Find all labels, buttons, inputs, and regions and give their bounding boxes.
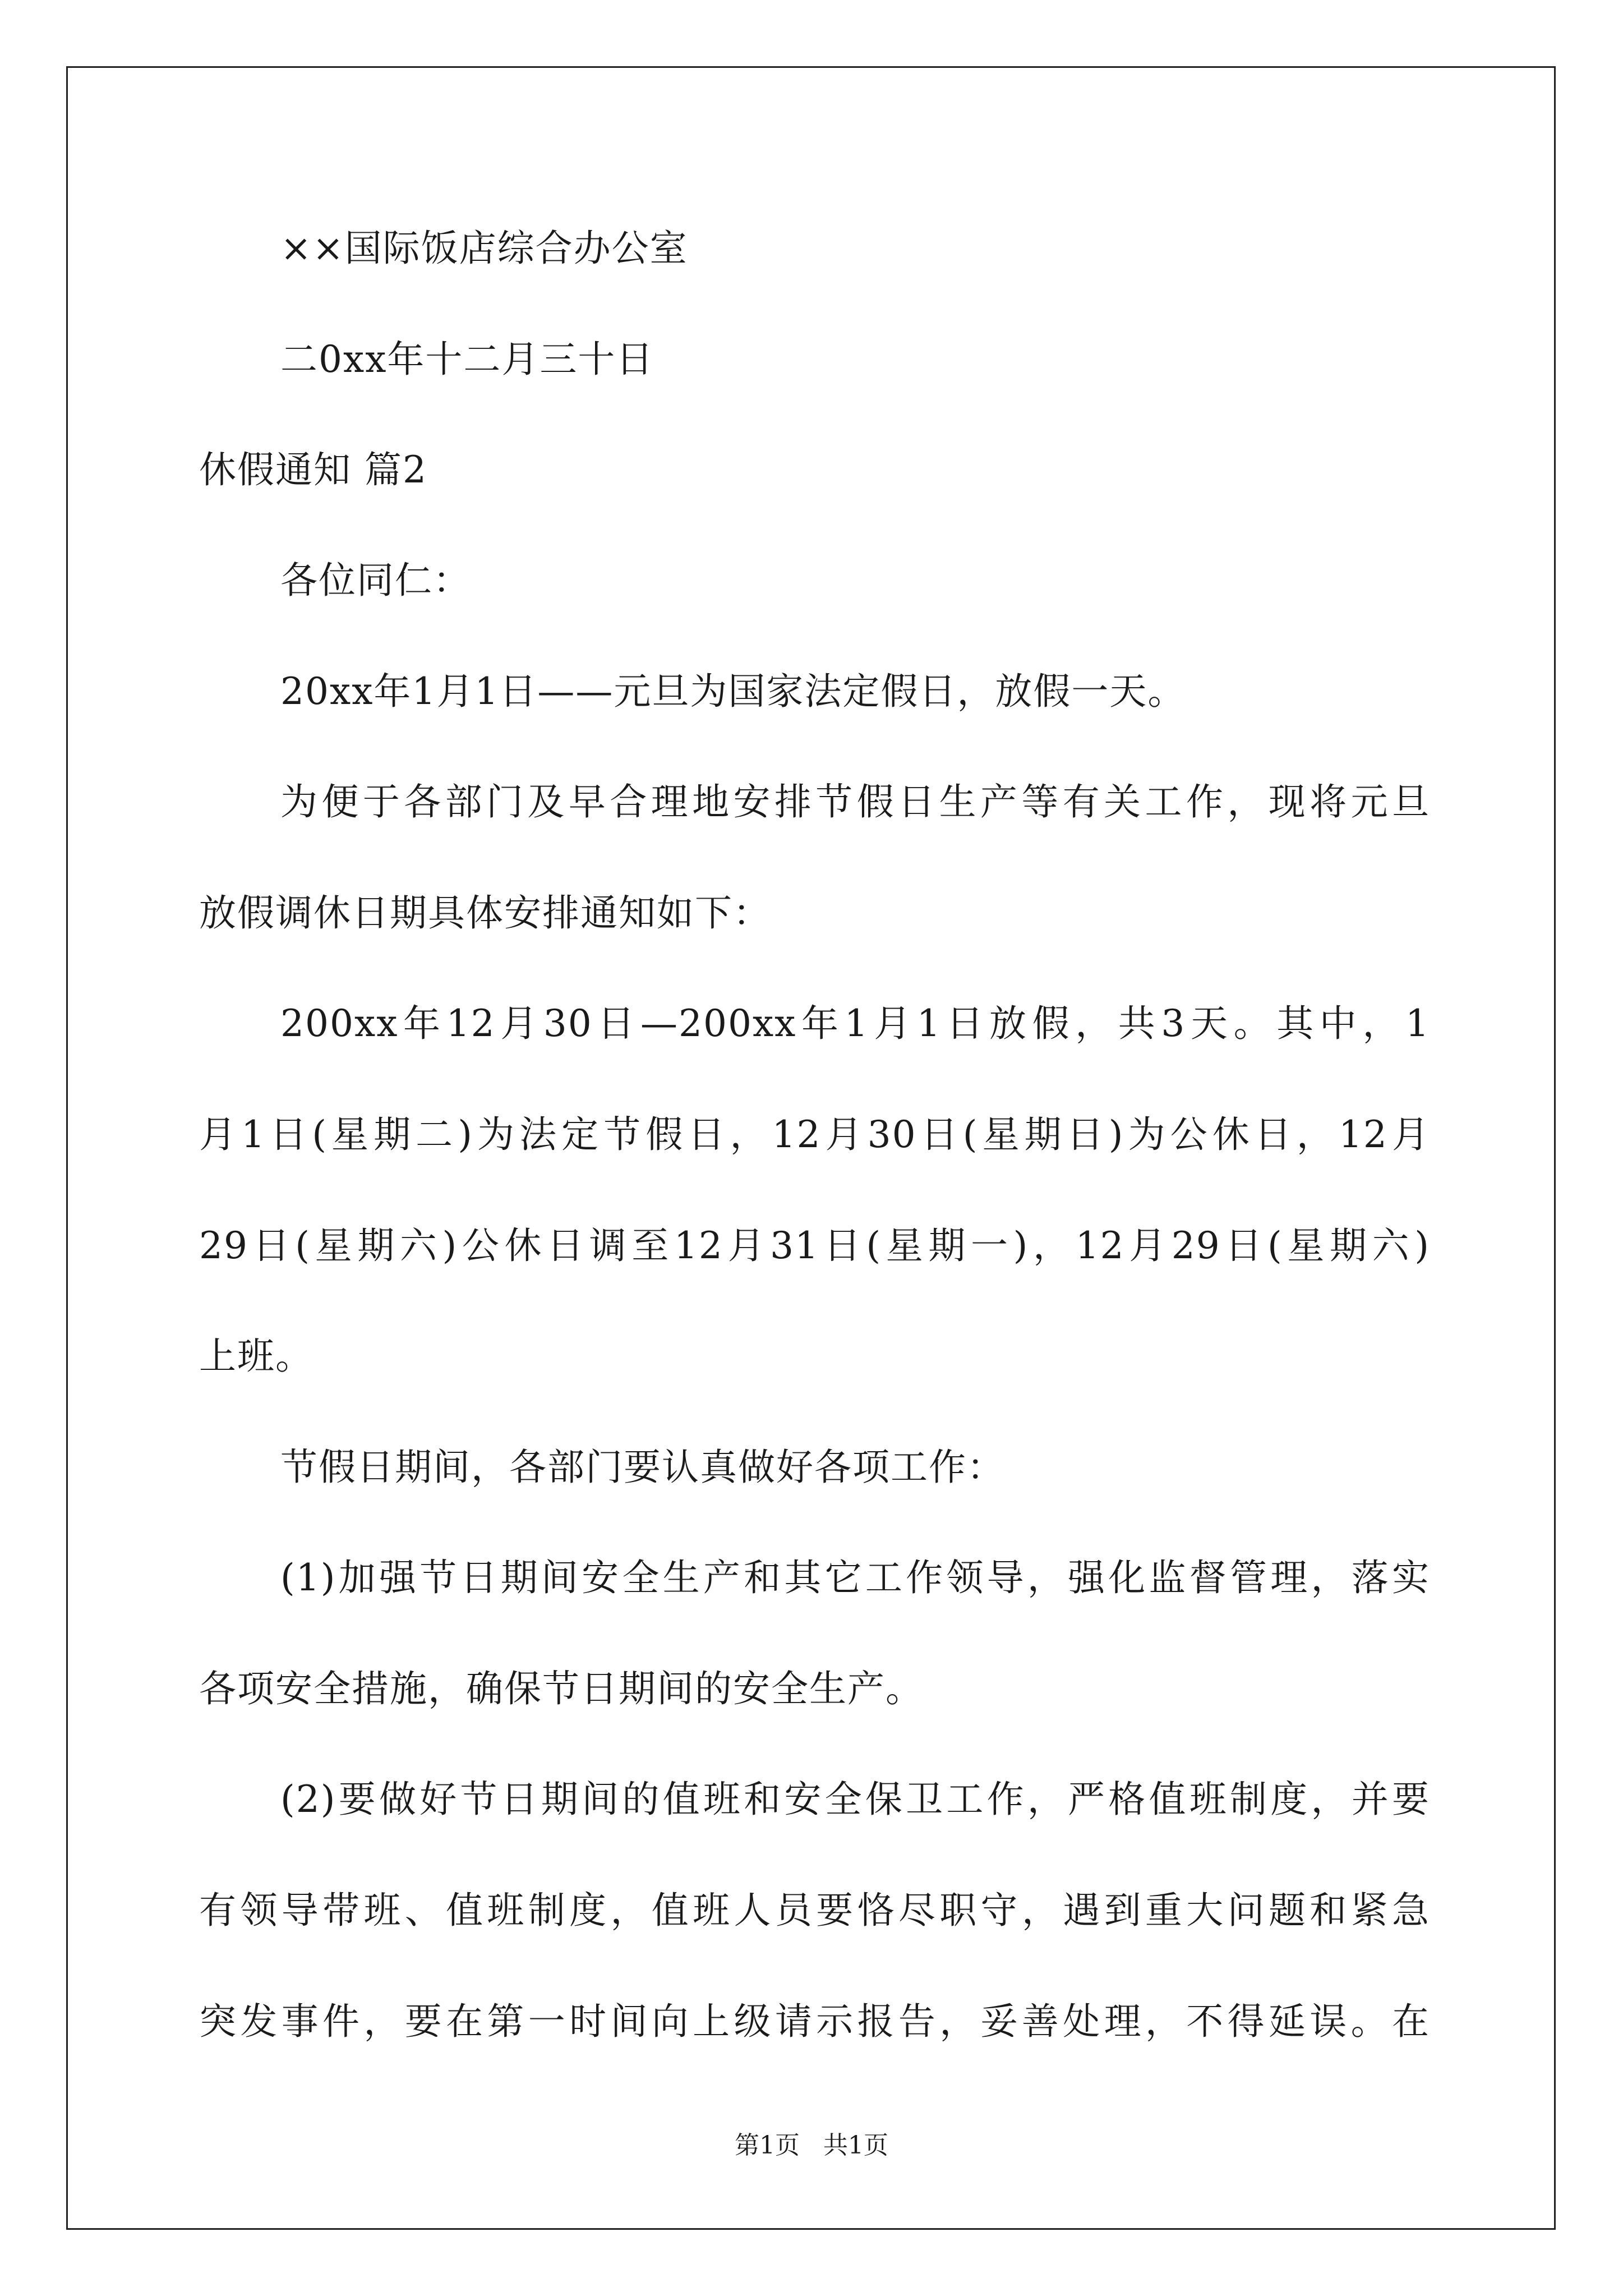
paragraph-line: 20xx年1月1日——元旦为国家法定假日，放假一天。	[280, 670, 1186, 713]
salutation: 各位同仁：	[280, 559, 471, 602]
page-footer: 第1页 共1页	[735, 2131, 888, 2160]
sender-line: ××国际饭店综合办公室	[280, 227, 688, 270]
paragraph-line: 200xx年12月30日—200xx年1月1日放假，共3天。其中，1	[280, 1002, 1430, 1045]
paragraph-line: (1)加强节日期间安全生产和其它工作领导，强化监督管理，落实	[280, 1556, 1430, 1599]
paragraph-line: 节假日期间，各部门要认真做好各项工作：	[280, 1446, 1005, 1489]
section-heading: 休假通知 篇2	[199, 448, 427, 491]
paragraph-line: 有领导带班、值班制度，值班人员要恪尽职守，遇到重大问题和紧急	[199, 1889, 1430, 1932]
paragraph-line: 29日(星期六)公休日调至12月31日(星期一)，12月29日(星期六)	[199, 1224, 1430, 1267]
date-line: 二0xx年十二月三十日	[280, 338, 654, 381]
paragraph-line: 为便于各部门及早合理地安排节假日生产等有关工作，现将元旦	[280, 780, 1430, 823]
paragraph-line: 突发事件，要在第一时间向上级请示报告，妥善处理，不得延误。在	[199, 2000, 1430, 2043]
paragraph-line: (2)要做好节日期间的值班和安全保卫工作，严格值班制度，并要	[280, 1778, 1430, 1821]
paragraph-line: 上班。	[199, 1335, 313, 1378]
paragraph-line: 各项安全措施，确保节日期间的安全生产。	[199, 1667, 924, 1710]
paragraph-line: 放假调休日期具体安排通知如下：	[199, 891, 771, 935]
paragraph-line: 月1日(星期二)为法定节假日，12月30日(星期日)为公休日，12月	[199, 1113, 1430, 1156]
